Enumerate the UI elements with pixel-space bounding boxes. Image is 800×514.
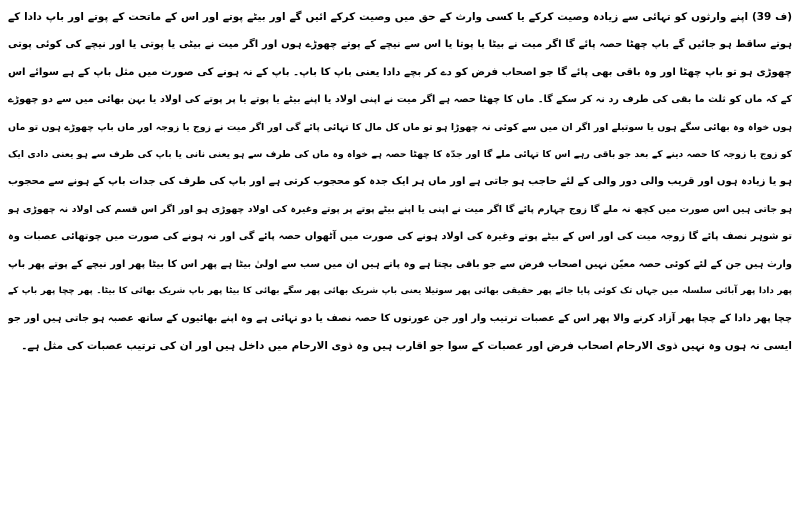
text-line: پھر دادا پھر آبائی سلسلہ میں جہاں تک کوئی پایا جائے پھر حقیقی بھائی پھر سوتیلا یعنی باپ شریک بھائی پھر سگے بھائی کا بیٹا پھر باپ شریک بھائی کا بیٹا۔ پھر چچا پھر باپ کے	[8, 285, 792, 296]
text-line: چھوڑی ہو تو باپ چھٹا اور وہ باقی بھی پائے گا جو اصحاب فرض کو دے کر بچے دادا یعنی باپ کا باپ۔ باپ کے نہ ہونے کی صورت میں مثل باپ کے ہے سوائے اس	[8, 66, 792, 78]
text-line: چچا پھر دادا کے چچا پھر آزاد کرنے والا پھر اس کے عصبات ترتیب وار اور جن عورتوں کا حصہ نصف یا دو تہائی ہے وہ اپنے بھائیوں کے ساتھ عصبہ ہو جاتی ہیں اور جو	[8, 313, 792, 325]
text-line: ہوں خواہ وہ بھائی سگے ہوں یا سوتیلے اور اگر ان میں سے کوئی نہ چھوڑا ہو تو ماں کل مال کا تہائی پائے گی اور اگر میت نے زوج یا زوجہ اور ماں باپ چھوڑے ہوں تو ماں	[8, 121, 792, 133]
text-line: ہو یا زیادہ ہوں اور قریب والی دور والی کے لئے حاجب ہو جاتی ہے اور ماں ہر ایک جدہ کو محجوب کرتی ہے اور باپ کی طرف کی جدات باپ کے ہونے سے محجوب	[8, 176, 792, 188]
text-line: ہو جاتی ہیں اس صورت میں کچھ نہ ملے گا زوج چہارم پائے گا اگر میت نے اپنی یا اپنے بیٹے پوتے پر پوتے وغیرہ کی اولاد چھوڑی ہو اور اگر اس قسم کی اولاد نہ چھوڑی ہو	[8, 203, 792, 215]
text-line: ایسی نہ ہوں وہ نہیں ذوی الارحام اصحاب فرض اور عصبات کے سوا جو اقارب ہیں وہ ذوی الارحام میں داخل ہیں اور ان کی ترتیب عصبات کی مثل ہے۔	[21, 339, 792, 352]
text-line: کے کہ ماں کو ثلث ما بقی کی طرف رد نہ کر سکے گا۔ ماں کا چھٹا حصہ ہے اگر میت نے اپنی اولاد یا اپنے بیٹے یا پوتے یا پر پوتے کی اولاد یا بہن بھائی میں سے دو چھوڑے	[8, 94, 792, 106]
document-page	[8, 4, 792, 510]
text-line: وارث ہیں جن کے لئے کوئی حصہ معیّن نہیں اصحاب فرض سے جو باقی بچتا ہے وہ پاتے ہیں ان میں سب سے اولیٰ بیٹا ہے پھر اس کا بیٹا پھر اور نیچے کے پوتے پھر باپ	[8, 258, 792, 270]
text-line: ہوتے ساقط ہو جائیں گے باپ چھٹا حصہ پائے گا اگر میت نے بیٹا یا پوتا یا اس سے نیچے کے پوتے چھوڑے ہوں اور اگر میت نے بیٹی یا پوتی یا اور نیچے کی کوئی پوتی	[8, 39, 792, 51]
text-line: تو شوہر نصف پائے گا زوجہ میت کی اور اس کے بیٹے پوتے وغیرہ کی اولاد ہونے کی صورت میں آٹھواں حصہ پائے گی اور نہ ہونے کی صورت میں چوتھائی عصبات وہ	[8, 231, 792, 243]
text-line: (ف 39) اپنے وارثوں کو تہائی سے زیادہ وصیت کرکے یا کسی وارث کے حق میں وصیت کرکے ائیں گے اور بیٹے پوتے اور اس کے ماتحت کے پوتے اور باپ دادا کے	[8, 11, 792, 23]
text-line: کو زوج یا زوجہ کا حصہ دینے کے بعد جو باقی رہے اس کا تہائی ملے گا اور جدّہ کا چھٹا حصہ ہے خواہ وہ ماں کی طرف سے ہو یعنی نانی یا باپ کی طرف سے ہو یعنی دادی ایک	[8, 148, 792, 160]
